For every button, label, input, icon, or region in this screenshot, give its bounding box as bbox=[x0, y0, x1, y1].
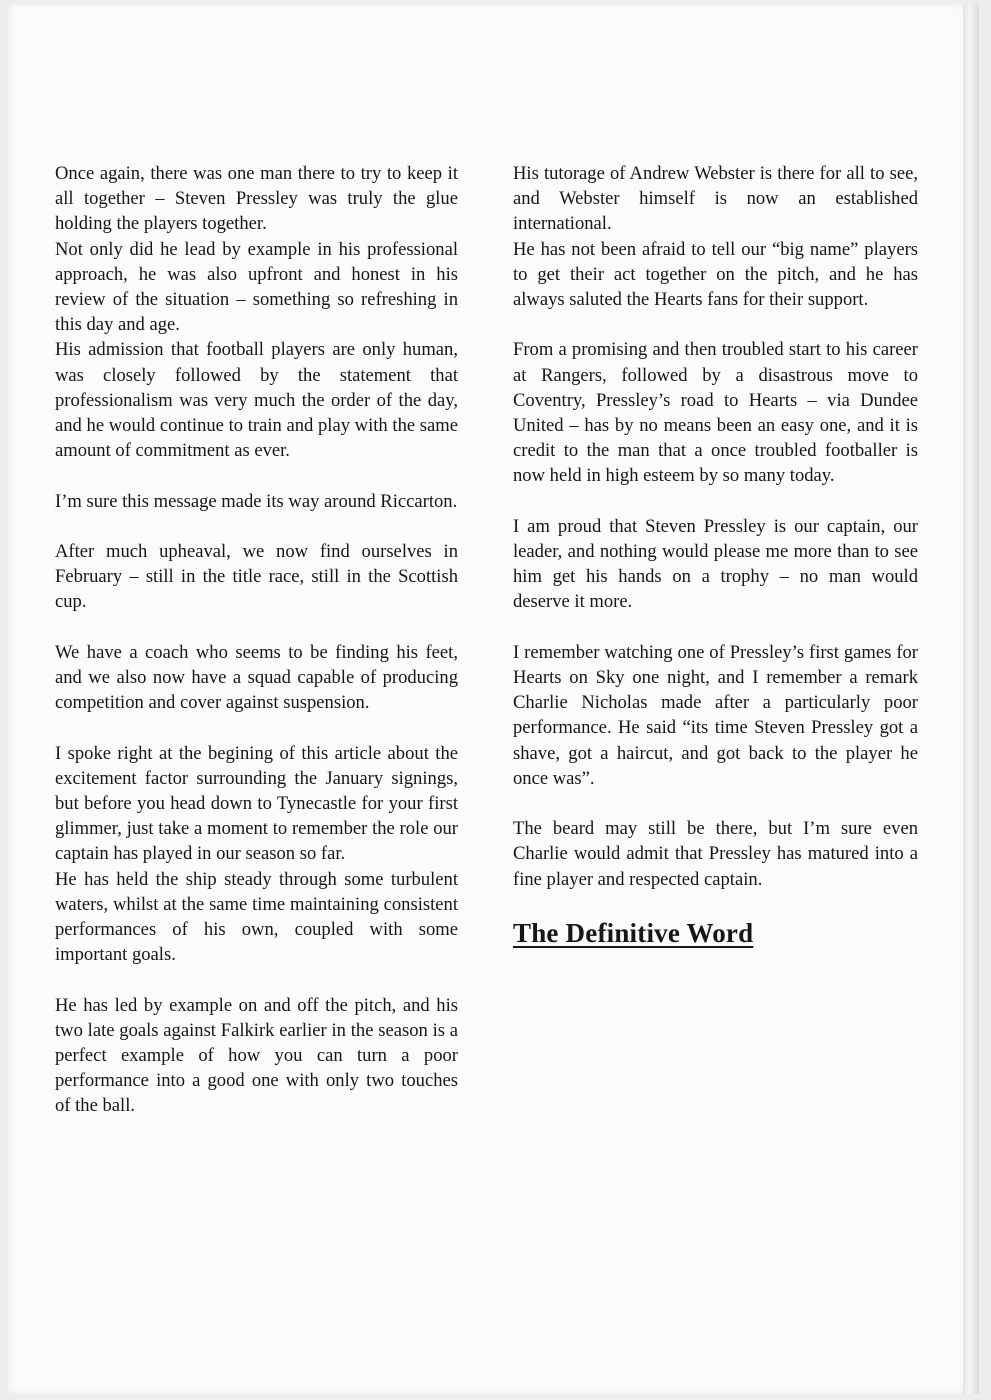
section-heading: The Definitive Word bbox=[513, 918, 754, 949]
paragraph: Once again, there was one man there to try to keep it all together – Steven Pressley was truly the glue holding the players together. bbox=[55, 163, 458, 235]
paragraph: He has not been afraid to tell our “big name” players to get their act together on the pitch, and he has always saluted the Hearts fans for their support. bbox=[513, 238, 918, 311]
left-column bbox=[55, 161, 458, 1144]
paragraph: I spoke right at the begining of this article about the excitement factor surrounding the January signings, but before you head down to Tynecastle for your first glimmer, just take a moment to remember the role our captain has played in our season so far. bbox=[55, 742, 458, 865]
paragraph: After much upheaval, we now find ourselves in February – still in the title race, still in the Scottish cup. bbox=[55, 541, 458, 613]
paragraph: I am proud that Steven Pressley is our captain, our leader, and nothing would please me more than to see him get his hands on a trophy – no man would deserve it more. bbox=[513, 515, 918, 613]
paragraph: The beard may still be there, but I’m sure even Charlie would admit that Pressley has matured into a fine player and respected captain. bbox=[513, 818, 918, 890]
paragraph: We have a coach who seems to be finding his feet, and we also now have a squad capable of producing competition and cover against suspension. bbox=[55, 641, 458, 714]
paragraph: He has led by example on and off the pitch, and his two late goals against Falkirk earlier in the season is a perfect example of how you can turn a poor performance into a good one with only two touches of the ball. bbox=[55, 994, 458, 1117]
paragraph: His tutorage of Andrew Webster is there for all to see, and Webster himself is now an established international. bbox=[513, 163, 918, 235]
paragraph: Not only did he lead by example in his professional approach, he was also upfront and honest in his review of the situation – something so refreshing in this day and age. bbox=[55, 238, 458, 336]
paragraph: I’m sure this message made its way around Riccarton. bbox=[55, 490, 458, 512]
document-page bbox=[8, 4, 972, 1394]
paragraph: I remember watching one of Pressley’s first games for Hearts on Sky one night, and I remember a remark Charlie Nicholas made after a particularly poor performance. He said “its time Steven Pressley got a shave, got a haircut, and got back to the player he once was”. bbox=[513, 641, 918, 789]
page-edge bbox=[963, 4, 979, 1394]
paragraph: From a promising and then troubled start to his career at Rangers, followed by a disastrous move to Coventry, Pressley’s road to Hearts – via Dundee United – has by no means been an easy one, and it is credit to the man that a once troubled footballer is now held in high esteem by so many today. bbox=[513, 339, 918, 487]
paragraph: He has held the ship steady through some turbulent waters, whilst at the same time maintaining consistent performances of his own, coupled with some important goals. bbox=[55, 868, 458, 966]
right-column bbox=[513, 161, 918, 949]
paragraph: His admission that football players are only human, was closely followed by the statement that professionalism was very much the order of the day, and he would continue to train and play with the same amount of commitment as ever. bbox=[55, 339, 458, 462]
